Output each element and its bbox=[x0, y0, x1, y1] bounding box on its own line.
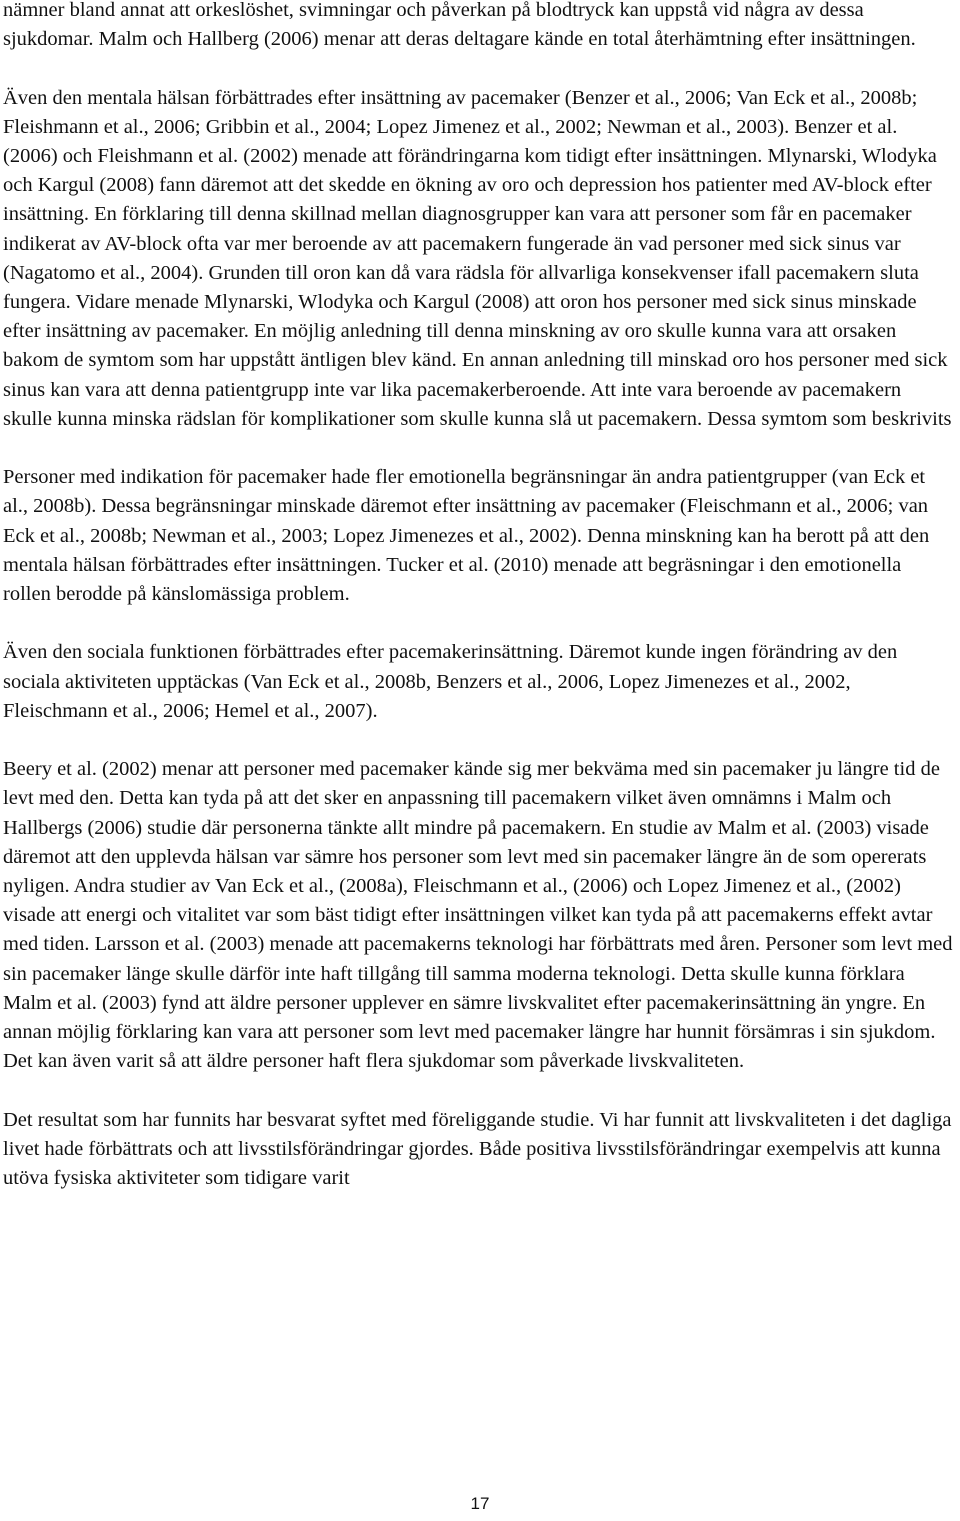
page-number: 17 bbox=[470, 1494, 490, 1513]
paragraph-emotional-limitations: Personer med indikation för pacemaker hade fler emotionella begränsningar än andra patientgrupper (van Eck et al., 2008b). Dessa begränsningar minskade däremot efter insättning av pacemaker (Fleischmann et al., 2006; van Eck et al., 2008b; Newman et al., 2003; Lopez Jimenezes et al., 2002). Denna minskning kan ha berott på att den mentala hälsan förbättrades efter insättningen. Tucker et al. (2010) menade att begräsningar i den emotionella rollen berodde på känslomässiga problem. bbox=[3, 466, 930, 606]
paragraph-social-function: Även den sociala funktionen förbättrades efter pacemakerinsättning. Däremot kunde ingen förändring av den sociala aktiviteten upptäckas (Van Eck et al., 2008b, Benzers et al., 2006, Lopez Jimenezes et al., 2002, Fleischmann et al., 2006; Hemel et al., 2007). bbox=[3, 641, 898, 722]
paragraph-mental-health: Även den mentala hälsan förbättrades efter insättning av pacemaker (Benzer et al., 2006; Van Eck et al., 2008b; Fleishmann et al., 2006; Gribbin et al., 2004; Lopez Jimenez et al., 2002; Newman et al., 2003). Benzer et al. (2006) och Fleishmann et al. (2002) menade att förändringarna kom tidigt efter insättningen. Mlynarski, Wlodyka och Kargul (2008) fann däremot att det skedde en ökning av oro och depression hos patienter med AV-block efter insättning. En förklaring till denna skillnad mellan diagnosgrupper kan vara att personer som får en pacemaker indikerat av AV-block ofta var mer beroende av att pacemakern fungerade än vad personer med sick sinus var (Nagatomo et al., 2004). Grunden till oron kan då vara rädsla för allvarliga konsekvenser ifall pacemakern sluta fungera. Vidare menade Mlynarski, Wlodyka och Kargul (2008) att oron hos personer med sick sinus minskade efter insättning av pacemaker. En möjlig anledning till denna minskning av oro skulle kunna vara att orsaken bakom de symtom som har uppstått äntligen blev känd. En annan anledning till minskad oro hos personer med sick sinus kan vara att denna patientgrupp inte var lika pacemakerberoende. Att inte vara beroende av pacemakern skulle kunna minska rädslan för komplikationer som skulle kunna slå ut pacemakern. Dessa symtom som beskrivits bbox=[3, 86, 952, 430]
paragraph-adaptation: Beery et al. (2002) menar att personer med pacemaker kände sig mer bekväma med sin pacemaker ju längre tid de levt med den. Detta kan tyda på att det sker en anpassning till pacemakern vilket även omnämns i Malm och Hallbergs (2006) studie där personerna tänkte allt mindre på pacemakern. En studie av Malm et al. (2003) visade däremot att den upplevda hälsan var sämre hos personer som levt med sin pacemaker längre än de som opererats nyligen. Andra studier av Van Eck et al., (2008a), Fleischmann et al., (2006) och Lopez Jimenez et al., (2002) visade att energi och vitalitet var som bäst tidigt efter insättningen vilket kan tyda på att pacemakerns effekt avtar med tiden. Larsson et al. (2003) menade att pacemakerns teknologi har förbättrats med åren. Personer som levt med sin pacemaker länge skulle därför inte haft tillgång till samma moderna teknologi. Detta skulle kunna förklara Malm et al. (2003) fynd att äldre personer upplever en sämre livskvalitet efter pacemakerinsättning än yngre. En annan möjlig förklaring kan vara att personer som levt med pacemaker längre har hunnit försämras i sin sjukdom. Det kan även varit så att äldre personer haft flera sjukdomar som påverkade livskvaliteten. bbox=[3, 758, 953, 1073]
paragraph-result-summary: Det resultat som har funnits har besvarat syftet med föreliggande studie. Vi har funnit att livskvaliteten i det dagliga livet hade förbättrats och att livsstilsförändringar gjordes. Både positiva livsstilsförändringar exempelvis att kunna utöva fysiska aktiviteter som tidigare varit bbox=[3, 1108, 952, 1190]
paragraph-physical-recovery: nämner bland annat att orkeslöshet, svimningar och påverkan på blodtryck kan uppstå vid några av dessa sjukdomar. Malm och Hallberg (2006) menar att deras deltagare kände en total återhämtning efter insättningen. bbox=[3, 0, 916, 51]
